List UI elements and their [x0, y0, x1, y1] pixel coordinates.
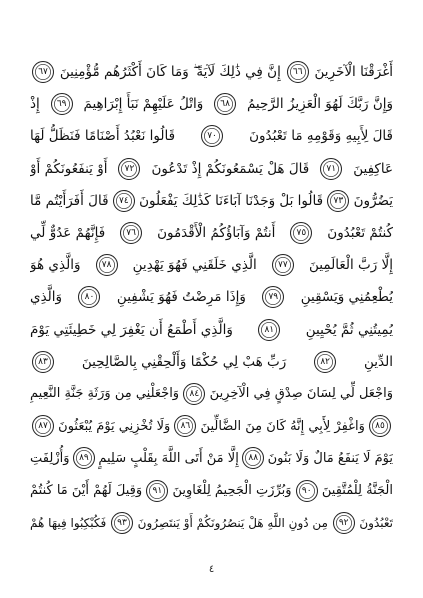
ayah-number-marker: ٧١ — [320, 158, 342, 180]
verse-text: وَالَّذِي — [30, 289, 63, 306]
verse-line — [30, 474, 393, 506]
verse-text: الْجَنَّةُ لِلْمُتَّقِينَ — [321, 483, 393, 499]
ayah-number-marker: ٨٧ — [32, 415, 54, 437]
verse-text: وَاجْعَلْنِي مِن وَرَثَةِ جَنَّةِ النَّعِيمِ — [30, 386, 180, 402]
ayah-number-marker: ٨٥ — [369, 415, 391, 437]
ayah-number-marker: ٨٩ — [73, 447, 95, 469]
verse-text: إِلَّا رَبَّ الْعَالَمِينَ — [308, 257, 393, 274]
verse-text: وَإِنَّ رَبَّكَ لَهُوَ الْعَزِيزُ الرَّحِيمُ — [246, 96, 393, 113]
verse-line — [30, 442, 393, 474]
verse-text: رَبِّ هَبْ لِي حُكْمًا وَأَلْحِقْنِي بِالصَّالِحِينَ — [81, 353, 287, 370]
verse-text: إِنَّ فِي ذَٰلِكَ لَآيَةً ۖ وَمَا كَانَ أَكْثَرُهُم مُّؤْمِنِينَ — [59, 64, 281, 81]
page-number: ٤ — [208, 564, 215, 575]
ayah-number-marker: ٨٢ — [314, 351, 336, 373]
verse-text: وَلَا تُخْزِنِي يَوْمَ يُبْعَثُونَ — [58, 418, 171, 434]
verse-line — [30, 88, 393, 120]
ayah-number-marker: ٦٦ — [287, 61, 309, 83]
verse-line — [30, 281, 393, 313]
verse-line — [30, 185, 393, 217]
ayah-number-marker: ٨١ — [258, 319, 280, 341]
ayah-number-marker: ٧٨ — [96, 254, 118, 276]
verse-line — [30, 378, 393, 410]
verse-text: إِلَّا مَنْ أَتَى اللَّهَ بِقَلْبٍ سَلِيمٍ — [98, 450, 239, 466]
ayah-number-marker: ٧٠ — [201, 125, 223, 147]
verse-text: قَالُوا نَعْبُدُ أَصْنَامًا فَنَظَلُّ لَهَا — [30, 128, 176, 145]
verse-line — [30, 410, 393, 442]
verse-text: عَاكِفِينَ — [353, 160, 393, 177]
verse-line — [30, 507, 393, 539]
verse-line — [30, 249, 393, 281]
verse-line — [30, 120, 393, 152]
verse-line — [30, 314, 393, 346]
verse-line — [30, 346, 393, 378]
ayah-number-marker: ٧٧ — [272, 254, 294, 276]
ayah-number-marker: ٦٨ — [214, 93, 236, 115]
verse-text: أَغْرَقْنَا الْآخَرِينَ — [314, 64, 393, 81]
ayah-number-marker: ٩٢ — [333, 512, 355, 534]
verse-text: يُمِيتُنِي ثُمَّ يُحْيِينِ — [305, 321, 393, 338]
verse-text: قَالَ أَفَرَأَيْتُم مَّا — [30, 192, 109, 209]
verse-text: يُطْعِمُنِي وَيَسْقِينِ — [300, 289, 393, 306]
verse-line — [30, 153, 393, 185]
verse-text: وَبُرِّزَتِ الْجَحِيمُ لِلْغَاوِينَ — [172, 483, 292, 499]
verse-lines — [30, 56, 393, 539]
ayah-number-marker: ٨٠ — [78, 286, 100, 308]
verse-text: قَالَ لِأَبِيهِ وَقَوْمِهِ مَا تَعْبُدُونَ — [249, 128, 393, 145]
verse-text: وَإِذَا مَرِضْتُ فَهُوَ يَشْفِينِ — [116, 289, 246, 306]
verse-text: الَّذِي خَلَقَنِي فَهُوَ يَهْدِينِ — [132, 257, 257, 274]
verse-text: فَإِنَّهُمْ عَدُوٌّ لِّي — [30, 225, 106, 242]
verse-text: قَالُوا بَلْ وَجَدْنَا آبَاءَنَا كَذَٰلِكَ يَفْعَلُونَ — [139, 192, 324, 209]
ayah-number-marker: ٧٤ — [113, 190, 135, 212]
verse-text: قَالَ هَلْ يَسْمَعُونَكُمْ إِذْ تَدْعُونَ — [151, 160, 310, 177]
verse-text: الدِّينِ — [364, 353, 393, 370]
ayah-number-marker: ٩٠ — [296, 480, 318, 502]
verse-text: وَالَّذِي هُوَ — [30, 257, 81, 274]
verse-text: يَوْمَ لَا يَنفَعُ مَالٌ وَلَا بَنُونَ — [267, 450, 393, 466]
ayah-number-marker: ٧٥ — [290, 222, 312, 244]
verse-line — [30, 217, 393, 249]
ayah-number-marker: ٦٩ — [51, 93, 73, 115]
verse-text: تَعْبُدُونَ — [359, 515, 393, 530]
verse-text: وَاغْفِرْ لِأَبِي إِنَّهُ كَانَ مِنَ الضَّالِّينَ — [200, 418, 365, 434]
ayah-number-marker: ٧٦ — [120, 222, 142, 244]
ayah-number-marker: ٧٢ — [118, 158, 140, 180]
verse-text: يَضُرُّونَ — [353, 192, 393, 209]
ayah-number-marker: ٩١ — [146, 480, 168, 502]
ayah-number-marker: ٨٣ — [32, 351, 54, 373]
ayah-number-marker: ٨٦ — [174, 415, 196, 437]
ayah-number-marker: ٧٣ — [327, 190, 349, 212]
verse-line — [30, 56, 393, 88]
verse-text: وَأُزْلِفَتِ — [30, 450, 70, 466]
verse-text: إِذْ — [30, 96, 40, 113]
verse-text: كُنتُمْ تَعْبُدُونَ — [327, 225, 393, 242]
ayah-number-marker: ٩٣ — [111, 512, 133, 534]
verse-text: مِن دُونِ اللَّهِ هَلْ يَنصُرُونَكُمْ أَوْ يَنتَصِرُونَ — [137, 515, 328, 530]
verse-text: فَكُبْكِبُوا فِيهَا هُمْ — [30, 515, 107, 530]
ayah-number-marker: ٨٨ — [242, 447, 264, 469]
verse-text: وَقِيلَ لَهُمْ أَيْنَ مَا كُنتُمْ — [30, 483, 143, 499]
verse-text: وَاجْعَل لِّي لِسَانَ صِدْقٍ فِي الْآخِرِينَ — [209, 386, 393, 402]
ayah-number-marker: ٨٤ — [183, 383, 205, 405]
verse-text: أَنتُمْ وَآبَاؤُكُمُ الْأَقْدَمُونَ — [157, 225, 276, 242]
ayah-number-marker: ٧٩ — [262, 286, 284, 308]
verse-text: أَوْ يَنفَعُونَكُمْ أَوْ — [30, 160, 108, 177]
ayah-number-marker: ٦٧ — [32, 61, 54, 83]
verse-text: وَاتْلُ عَلَيْهِمْ نَبَأَ إِبْرَاهِيمَ — [83, 96, 204, 113]
verse-text: وَالَّذِي أَطْمَعُ أَن يَغْفِرَ لِي خَطِيئَتِي يَوْمَ — [30, 321, 233, 338]
